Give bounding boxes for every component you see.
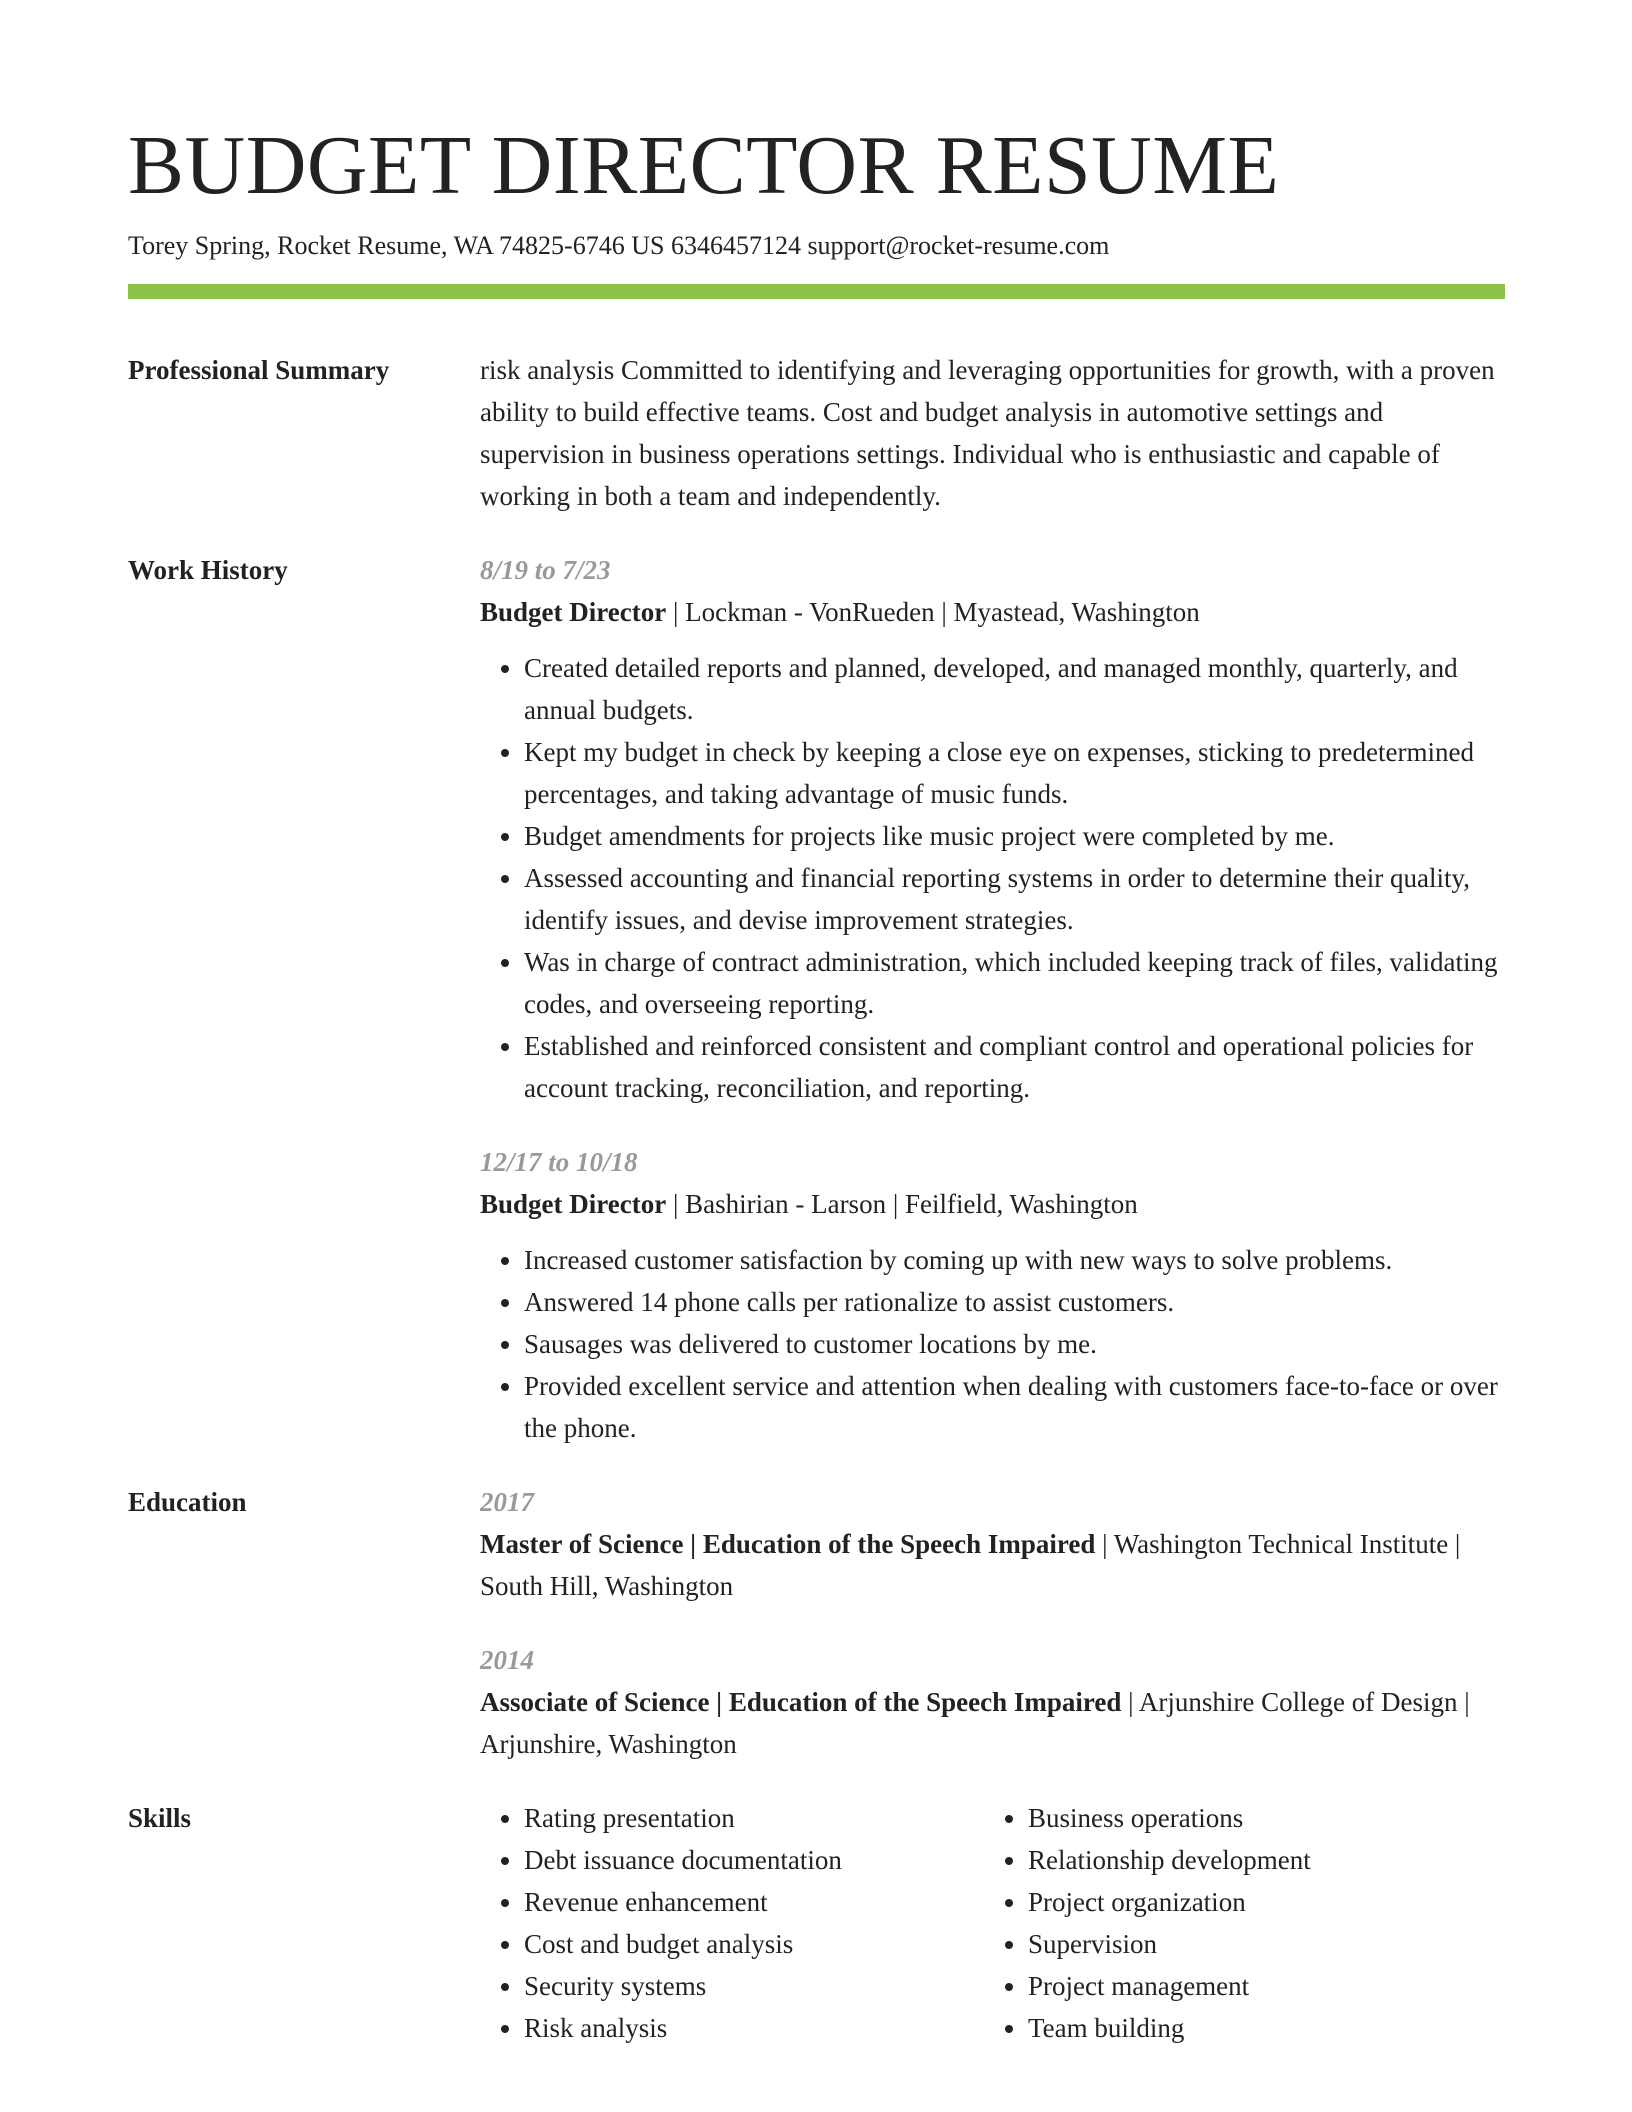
education-degree-line [480, 1523, 1505, 1607]
skill-item: • Security systems [524, 1965, 984, 2007]
list-item: • Budget amendments for projects like music project were completed by me. [524, 815, 1505, 857]
skill-item: • Cost and budget analysis [524, 1923, 984, 1965]
summary-section [128, 349, 1505, 517]
education-year: 2017 [480, 1487, 534, 1517]
education-body [480, 1481, 1505, 1765]
job-role [480, 591, 1505, 633]
list-item: • Kept my budget in check by keeping a close eye on expenses, sticking to predetermined percentages, and taking advantage of music funds. [524, 731, 1505, 815]
list-item: • Sausages was delivered to customer locations by me. [524, 1323, 1505, 1365]
education-year: 2014 [480, 1645, 534, 1675]
job-bullets [480, 647, 1505, 1109]
skill-item: • Team building [1028, 2007, 1488, 2049]
skill-item: • Project management [1028, 1965, 1488, 2007]
skill-item: • Revenue enhancement [524, 1881, 984, 1923]
education-entry [480, 1481, 1505, 1607]
job-entry [480, 549, 1505, 1109]
work-history-label: Work History [128, 555, 288, 585]
education-label: Education [128, 1487, 247, 1517]
work-history-body [480, 549, 1505, 1449]
skills-grid [480, 1797, 1505, 2049]
skills-column-left [480, 1797, 984, 2049]
job-dates: 8/19 to 7/23 [480, 555, 611, 585]
skill-item: • Project organization [1028, 1881, 1488, 1923]
work-history-section [128, 549, 1505, 1449]
education-section [128, 1481, 1505, 1765]
job-title: Budget Director [480, 1189, 667, 1219]
job-title: Budget Director [480, 597, 667, 627]
list-item: • Provided excellent service and attention when dealing with customers face-to-face or over the phone. [524, 1365, 1505, 1449]
education-details: | Arjunshire College of Design | Arjunshire, Washington [480, 1687, 1470, 1759]
skill-item: • Business operations [1028, 1797, 1488, 1839]
skills-column-right [984, 1797, 1488, 2049]
list-item: • Increased customer satisfaction by coming up with new ways to solve problems. [524, 1239, 1505, 1281]
list-item: • Was in charge of contract administration, which included keeping track of files, validating codes, and overseeing reporting. [524, 941, 1505, 1025]
contact-line: Torey Spring, Rocket Resume, WA 74825-6746 US 6346457124 support@rocket-resume.com [128, 231, 1110, 260]
education-degree-line [480, 1681, 1505, 1765]
list-item: • Created detailed reports and planned, developed, and managed monthly, quarterly, and annual budgets. [524, 647, 1505, 731]
job-bullets [480, 1239, 1505, 1449]
skill-item: • Supervision [1028, 1923, 1488, 1965]
job-details: | Bashirian - Larson | Feilfield, Washington [666, 1189, 1138, 1219]
education-degree: Associate of Science | Education of the Speech Impaired [480, 1687, 1122, 1717]
list-item: • Assessed accounting and financial reporting systems in order to determine their quality, identify issues, and devise improvement strategies. [524, 857, 1505, 941]
education-entry [480, 1639, 1505, 1765]
skill-item: • Risk analysis [524, 2007, 984, 2049]
job-role [480, 1183, 1505, 1225]
education-details: | Washington Technical Institute | South Hill, Washington [480, 1529, 1461, 1601]
header-divider [128, 284, 1505, 299]
job-dates: 12/17 to 10/18 [480, 1147, 638, 1177]
resume-title: BUDGET DIRECTOR RESUME [128, 119, 1280, 212]
job-entry [480, 1141, 1505, 1449]
summary-text: risk analysis Committed to identifying and leveraging opportunities for growth, with a proven ability to build effective teams. Cost and budget analysis in automotive settings and supervision in business operations settings. Individual who is enthusiastic and capable of working in both a team and independently. [480, 355, 1495, 511]
skill-item: • Rating presentation [524, 1797, 984, 1839]
list-item: • Answered 14 phone calls per rationalize to assist customers. [524, 1281, 1505, 1323]
education-degree: Master of Science | Education of the Speech Impaired [480, 1529, 1096, 1559]
skill-item: • Debt issuance documentation [524, 1839, 984, 1881]
summary-label: Professional Summary [128, 355, 390, 385]
skills-section [128, 1797, 1505, 2049]
job-details: | Lockman - VonRueden | Myastead, Washington [666, 597, 1200, 627]
list-item: • Established and reinforced consistent and compliant control and operational policies for account tracking, reconciliation, and reporting. [524, 1025, 1505, 1109]
skill-item: • Relationship development [1028, 1839, 1488, 1881]
skills-label: Skills [128, 1803, 192, 1833]
